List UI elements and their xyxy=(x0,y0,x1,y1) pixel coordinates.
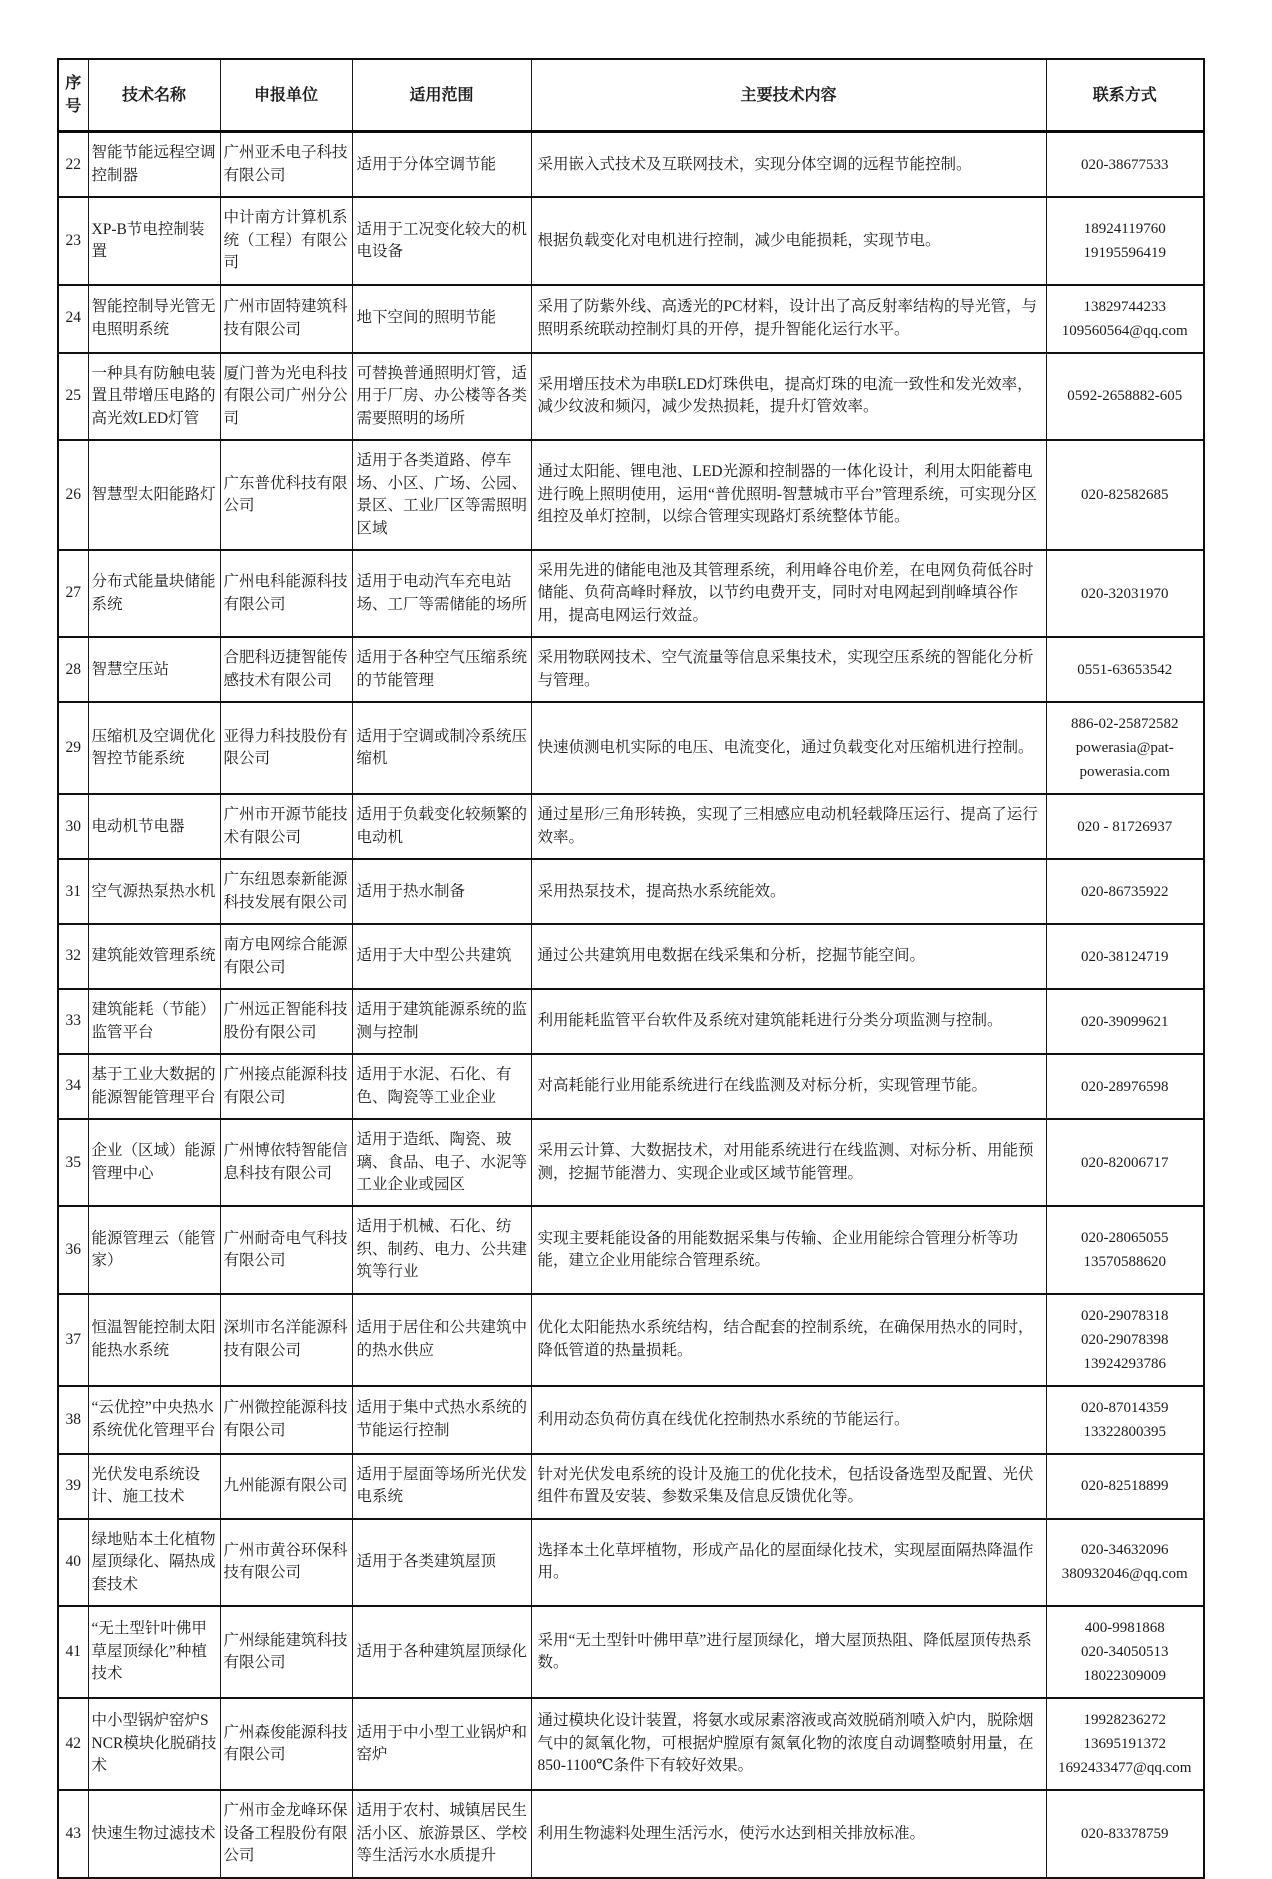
contact-line: 020-28065055 xyxy=(1081,1230,1169,1247)
application-scope-cell: 适用于各种建筑屋顶绿化 xyxy=(352,1606,531,1698)
contact-line: 0551-63653542 xyxy=(1077,661,1173,678)
contact-line: 020-82518899 xyxy=(1081,1478,1169,1495)
contact-info-cell xyxy=(1046,1454,1204,1519)
serial-number-cell: 30 xyxy=(58,794,88,859)
application-scope-cell: 适用于造纸、陶瓷、玻璃、食品、电子、水泥等工业企业或园区 xyxy=(352,1119,531,1206)
table-row xyxy=(58,440,1204,550)
application-scope-cell: 地下空间的照明节能 xyxy=(352,285,531,353)
table-row xyxy=(58,132,1204,197)
applicant-unit-cell: 厦门普为光电科技有限公司广州分公司 xyxy=(220,353,352,440)
contact-line: 020-39099621 xyxy=(1081,1013,1169,1030)
applicant-unit-cell: 广州电科能源科技有限公司 xyxy=(220,550,352,637)
serial-number-cell: 35 xyxy=(58,1119,88,1206)
serial-number-cell: 33 xyxy=(58,989,88,1054)
application-scope-cell: 适用于分体空调节能 xyxy=(352,132,531,197)
serial-number-cell: 34 xyxy=(58,1054,88,1119)
table-row xyxy=(58,285,1204,353)
main-technical-content-cell: 利用生物滤料处理生活污水，使污水达到相关排放标准。 xyxy=(531,1790,1046,1877)
table-row xyxy=(58,1606,1204,1698)
applicant-unit-cell: 亚得力科技股份有限公司 xyxy=(220,702,352,794)
serial-number-cell: 23 xyxy=(58,197,88,284)
application-scope-cell: 适用于中小型工业锅炉和窑炉 xyxy=(352,1698,531,1790)
contact-line: 020-34632096 xyxy=(1081,1542,1169,1559)
applicant-unit-cell: 广州博依特智能信息科技有限公司 xyxy=(220,1119,352,1206)
contact-line: 020-86735922 xyxy=(1081,883,1169,900)
contact-line: 109560564@qq.com xyxy=(1061,322,1188,339)
table-row xyxy=(58,794,1204,859)
serial-number-cell: 31 xyxy=(58,859,88,924)
technology-name-cell: 中小型锅炉窑炉SNCR模块化脱硝技术 xyxy=(88,1698,220,1790)
applicant-unit-cell: 广东普优科技有限公司 xyxy=(220,440,352,550)
contact-line: 020 - 81726937 xyxy=(1077,818,1173,835)
contact-info-cell xyxy=(1046,794,1204,859)
header-technology-name: 技术名称 xyxy=(88,59,220,132)
technology-name-cell: 智能节能远程空调控制器 xyxy=(88,132,220,197)
contact-line: 886-02-25872582 xyxy=(1071,716,1179,733)
contact-info-cell xyxy=(1046,440,1204,550)
contact-line: 020-38124719 xyxy=(1081,948,1169,965)
table-row xyxy=(58,1206,1204,1293)
technology-name-cell: 快速生物过滤技术 xyxy=(88,1790,220,1877)
applicant-unit-cell: 广州亚禾电子科技有限公司 xyxy=(220,132,352,197)
main-technical-content-cell: 通过公共建筑用电数据在线采集和分析，挖掘节能空间。 xyxy=(531,924,1046,989)
contact-line: 13695191372 xyxy=(1083,1736,1166,1753)
table-row xyxy=(58,1294,1204,1386)
technology-name-cell: 智慧型太阳能路灯 xyxy=(88,440,220,550)
main-technical-content-cell: 优化太阳能热水系统结构，结合配套的控制系统，在确保用热水的同时，降低管道的热量损耗。 xyxy=(531,1294,1046,1386)
header-contact-info: 联系方式 xyxy=(1046,59,1204,132)
header-application-scope: 适用范围 xyxy=(352,59,531,132)
main-technical-content-cell: 对高耗能行业用能系统进行在线监测及对标分析，实现管理节能。 xyxy=(531,1054,1046,1119)
main-technical-content-cell: 根据负载变化对电机进行控制，减少电能损耗，实现节电。 xyxy=(531,197,1046,284)
contact-line: 400-9981868 xyxy=(1084,1620,1165,1637)
technology-name-cell: 恒温智能控制太阳能热水系统 xyxy=(88,1294,220,1386)
serial-number-cell: 26 xyxy=(58,440,88,550)
header-serial-number: 序号 xyxy=(58,59,88,132)
main-technical-content-cell: 利用动态负荷仿真在线优化控制热水系统的节能运行。 xyxy=(531,1386,1046,1454)
contact-line: 18924119760 xyxy=(1083,221,1166,238)
contact-info-cell xyxy=(1046,1790,1204,1877)
table-row xyxy=(58,1698,1204,1790)
contact-line: 19195596419 xyxy=(1083,245,1166,262)
table-row xyxy=(58,1790,1204,1877)
contact-line: 18022309009 xyxy=(1083,1668,1166,1685)
main-technical-content-cell: 针对光伏发电系统的设计及施工的优化技术，包括设备选型及配置、光伏组件布置及安装、参数采集及信息反馈优化等。 xyxy=(531,1454,1046,1519)
contact-info-cell xyxy=(1046,989,1204,1054)
technology-name-cell: “云优控”中央热水系统优化管理平台 xyxy=(88,1386,220,1454)
table-row xyxy=(58,550,1204,637)
contact-info-cell xyxy=(1046,924,1204,989)
serial-number-cell: 36 xyxy=(58,1206,88,1293)
contact-info-cell xyxy=(1046,550,1204,637)
technology-name-cell: 绿地贴本土化植物屋顶绿化、隔热成套技术 xyxy=(88,1519,220,1606)
header-applicant-unit: 申报单位 xyxy=(220,59,352,132)
applicant-unit-cell: 广州接点能源科技有限公司 xyxy=(220,1054,352,1119)
applicant-unit-cell: 广州市开源节能技术有限公司 xyxy=(220,794,352,859)
serial-number-cell: 24 xyxy=(58,285,88,353)
technology-name-cell: 一种具有防触电装置且带增压电路的高光效LED灯管 xyxy=(88,353,220,440)
serial-number-cell: 28 xyxy=(58,637,88,702)
technology-name-cell: 空气源热泵热水机 xyxy=(88,859,220,924)
applicant-unit-cell: 广州市金龙峰环保设备工程股份有限公司 xyxy=(220,1790,352,1877)
application-scope-cell: 适用于电动汽车充电站场、工厂等需储能的场所 xyxy=(352,550,531,637)
applicant-unit-cell: 广州远正智能科技股份有限公司 xyxy=(220,989,352,1054)
contact-line: 020-28976598 xyxy=(1081,1078,1169,1095)
applicant-unit-cell: 广州市黄谷环保科技有限公司 xyxy=(220,1519,352,1606)
contact-info-cell xyxy=(1046,1054,1204,1119)
table-row xyxy=(58,1386,1204,1454)
contact-info-cell xyxy=(1046,637,1204,702)
contact-info-cell xyxy=(1046,197,1204,284)
application-scope-cell: 适用于农村、城镇居民生活小区、旅游景区、学校等生活污水水质提升 xyxy=(352,1790,531,1877)
contact-line: 380932046@qq.com xyxy=(1061,1566,1188,1583)
serial-number-cell: 37 xyxy=(58,1294,88,1386)
table-row xyxy=(58,702,1204,794)
main-technical-content-cell: 采用增压技术为串联LED灯珠供电，提高灯珠的电流一致性和发光效率，减少纹波和频闪，减少发热损耗，提升灯管效率。 xyxy=(531,353,1046,440)
main-technical-content-cell: 采用热泵技术，提高热水系统能效。 xyxy=(531,859,1046,924)
main-technical-content-cell: 采用了防紫外线、高透光的PC材料，设计出了高反射率结构的导光管，与照明系统联动控制灯具的开停，提升智能化运行水平。 xyxy=(531,285,1046,353)
application-scope-cell: 适用于大中型公共建筑 xyxy=(352,924,531,989)
contact-info-cell xyxy=(1046,1119,1204,1206)
contact-info-cell xyxy=(1046,859,1204,924)
application-scope-cell: 适用于各类道路、停车场、小区、广场、公园、景区、工业厂区等需照明区域 xyxy=(352,440,531,550)
contact-info-cell xyxy=(1046,132,1204,197)
contact-info-cell xyxy=(1046,353,1204,440)
applicant-unit-cell: 广州绿能建筑科技有限公司 xyxy=(220,1606,352,1698)
table-row xyxy=(58,197,1204,284)
contact-line: powerasia.com xyxy=(1079,764,1170,781)
technology-name-cell: 智慧空压站 xyxy=(88,637,220,702)
serial-number-cell: 39 xyxy=(58,1454,88,1519)
main-technical-content-cell: 通过模块化设计装置，将氨水或尿素溶液或高效脱硝剂喷入炉内，脱除烟气中的氮氧化物，可根据炉膛原有氮氧化物的浓度自动调整喷射用量，在850-1100℃条件下有较好效果。 xyxy=(531,1698,1046,1790)
application-scope-cell: 适用于空调或制冷系统压缩机 xyxy=(352,702,531,794)
application-scope-cell: 适用于负载变化较频繁的电动机 xyxy=(352,794,531,859)
technology-table xyxy=(57,58,1205,1879)
applicant-unit-cell: 九州能源有限公司 xyxy=(220,1454,352,1519)
contact-info-cell xyxy=(1046,1606,1204,1698)
serial-number-cell: 32 xyxy=(58,924,88,989)
contact-line: 0592-2658882-605 xyxy=(1067,388,1183,405)
main-technical-content-cell: 采用嵌入式技术及互联网技术，实现分体空调的远程节能控制。 xyxy=(531,132,1046,197)
contact-line: 020-32031970 xyxy=(1081,585,1169,602)
header-main-technical-content: 主要技术内容 xyxy=(531,59,1046,132)
main-technical-content-cell: 采用物联网技术、空气流量等信息采集技术，实现空压系统的智能化分析与管理。 xyxy=(531,637,1046,702)
table-row xyxy=(58,1519,1204,1606)
applicant-unit-cell: 广州森俊能源科技有限公司 xyxy=(220,1698,352,1790)
applicant-unit-cell: 广州微控能源科技有限公司 xyxy=(220,1386,352,1454)
technology-name-cell: 能源管理云（能管家） xyxy=(88,1206,220,1293)
applicant-unit-cell: 中计南方计算机系统（工程）有限公司 xyxy=(220,197,352,284)
table-header-row xyxy=(58,59,1204,132)
application-scope-cell: 可替换普通照明灯管，适用于厂房、办公楼等各类需要照明的场所 xyxy=(352,353,531,440)
table-row xyxy=(58,924,1204,989)
contact-line: 19928236272 xyxy=(1083,1712,1166,1729)
technology-name-cell: 建筑能耗（节能）监管平台 xyxy=(88,989,220,1054)
application-scope-cell: 适用于工况变化较大的机电设备 xyxy=(352,197,531,284)
contact-line: 020-82582685 xyxy=(1081,487,1169,504)
application-scope-cell: 适用于集中式热水系统的节能运行控制 xyxy=(352,1386,531,1454)
contact-line: 13322800395 xyxy=(1083,1423,1166,1440)
applicant-unit-cell: 广州市固特建筑科技有限公司 xyxy=(220,285,352,353)
contact-line: 020-82006717 xyxy=(1081,1154,1169,1171)
main-technical-content-cell: 采用“无土型针叶佛甲草”进行屋顶绿化，增大屋顶热阻、降低屋顶传热系数。 xyxy=(531,1606,1046,1698)
contact-info-cell xyxy=(1046,285,1204,353)
contact-line: 020-34050513 xyxy=(1081,1644,1169,1661)
applicant-unit-cell: 南方电网综合能源有限公司 xyxy=(220,924,352,989)
contact-line: 020-38677533 xyxy=(1081,156,1169,173)
technology-name-cell: 企业（区域）能源管理中心 xyxy=(88,1119,220,1206)
contact-info-cell xyxy=(1046,1519,1204,1606)
main-technical-content-cell: 快速侦测电机实际的电压、电流变化，通过负载变化对压缩机进行控制。 xyxy=(531,702,1046,794)
table-row xyxy=(58,637,1204,702)
main-technical-content-cell: 选择本土化草坪植物，形成产品化的屋面绿化技术，实现屋面隔热降温作用。 xyxy=(531,1519,1046,1606)
table-row xyxy=(58,1054,1204,1119)
contact-line: 1692433477@qq.com xyxy=(1058,1760,1192,1777)
main-technical-content-cell: 实现主要耗能设备的用能数据采集与传输、企业用能综合管理分析等功能，建立企业用能综合管理系统。 xyxy=(531,1206,1046,1293)
technology-name-cell: 分布式能量块储能系统 xyxy=(88,550,220,637)
serial-number-cell: 43 xyxy=(58,1790,88,1877)
serial-number-cell: 29 xyxy=(58,702,88,794)
applicant-unit-cell: 广州耐奇电气科技有限公司 xyxy=(220,1206,352,1293)
main-technical-content-cell: 采用先进的储能电池及其管理系统，利用峰谷电价差，在电网负荷低谷时储能、负荷高峰时释放，以节约电费开支，同时对电网起到削峰填谷作用，提高电网运行效益。 xyxy=(531,550,1046,637)
application-scope-cell: 适用于热水制备 xyxy=(352,859,531,924)
contact-line: 13924293786 xyxy=(1083,1355,1166,1372)
technology-name-cell: 电动机节电器 xyxy=(88,794,220,859)
contact-line: powerasia@pat- xyxy=(1075,740,1174,757)
serial-number-cell: 38 xyxy=(58,1386,88,1454)
application-scope-cell: 适用于居住和公共建筑中的热水供应 xyxy=(352,1294,531,1386)
technology-name-cell: 光伏发电系统设计、施工技术 xyxy=(88,1454,220,1519)
serial-number-cell: 42 xyxy=(58,1698,88,1790)
contact-info-cell xyxy=(1046,1698,1204,1790)
technology-name-cell: XP-B节电控制装置 xyxy=(88,197,220,284)
application-scope-cell: 适用于建筑能源系统的监测与控制 xyxy=(352,989,531,1054)
technology-name-cell: 智能控制导光管无电照明系统 xyxy=(88,285,220,353)
contact-info-cell xyxy=(1046,1206,1204,1293)
application-scope-cell: 适用于机械、石化、纺织、制药、电力、公共建筑等行业 xyxy=(352,1206,531,1293)
main-technical-content-cell: 利用能耗监管平台软件及系统对建筑能耗进行分类分项监测与控制。 xyxy=(531,989,1046,1054)
application-scope-cell: 适用于水泥、石化、有色、陶瓷等工业企业 xyxy=(352,1054,531,1119)
application-scope-cell: 适用于各类建筑屋顶 xyxy=(352,1519,531,1606)
table-row xyxy=(58,353,1204,440)
contact-line: 020-83378759 xyxy=(1081,1825,1169,1842)
contact-info-cell xyxy=(1046,702,1204,794)
technology-name-cell: 压缩机及空调优化智控节能系统 xyxy=(88,702,220,794)
technology-name-cell: “无土型针叶佛甲草屋顶绿化”种植技术 xyxy=(88,1606,220,1698)
main-technical-content-cell: 通过星形/三角形转换，实现了三相感应电动机轻载降压运行、提高了运行效率。 xyxy=(531,794,1046,859)
technology-name-cell: 基于工业大数据的能源智能管理平台 xyxy=(88,1054,220,1119)
serial-number-cell: 25 xyxy=(58,353,88,440)
technology-name-cell: 建筑能效管理系统 xyxy=(88,924,220,989)
contact-line: 020-29078318 xyxy=(1081,1307,1169,1324)
application-scope-cell: 适用于各种空气压缩系统的节能管理 xyxy=(352,637,531,702)
contact-line: 020-87014359 xyxy=(1081,1399,1169,1416)
contact-line: 020-29078398 xyxy=(1081,1331,1169,1348)
table-row xyxy=(58,1454,1204,1519)
table-row xyxy=(58,1119,1204,1206)
application-scope-cell: 适用于屋面等场所光伏发电系统 xyxy=(352,1454,531,1519)
serial-number-cell: 27 xyxy=(58,550,88,637)
table-row xyxy=(58,859,1204,924)
applicant-unit-cell: 广东纽恩泰新能源科技发展有限公司 xyxy=(220,859,352,924)
main-technical-content-cell: 采用云计算、大数据技术，对用能系统进行在线监测、对标分析、用能预测，挖掘节能潜力、实现企业或区域节能管理。 xyxy=(531,1119,1046,1206)
table-row xyxy=(58,989,1204,1054)
serial-number-cell: 41 xyxy=(58,1606,88,1698)
applicant-unit-cell: 深圳市名洋能源科技有限公司 xyxy=(220,1294,352,1386)
main-technical-content-cell: 通过太阳能、锂电池、LED光源和控制器的一体化设计，利用太阳能蓄电进行晚上照明使用，运用“普优照明-智慧城市平台”管理系统，可实现分区组控及单灯控制，以综合管理实现路灯系统整体节能。 xyxy=(531,440,1046,550)
contact-line: 13570588620 xyxy=(1083,1254,1166,1271)
contact-line: 13829744233 xyxy=(1083,298,1166,315)
applicant-unit-cell: 合肥科迈捷智能传感技术有限公司 xyxy=(220,637,352,702)
contact-info-cell xyxy=(1046,1294,1204,1386)
contact-info-cell xyxy=(1046,1386,1204,1454)
serial-number-cell: 22 xyxy=(58,132,88,197)
serial-number-cell: 40 xyxy=(58,1519,88,1606)
